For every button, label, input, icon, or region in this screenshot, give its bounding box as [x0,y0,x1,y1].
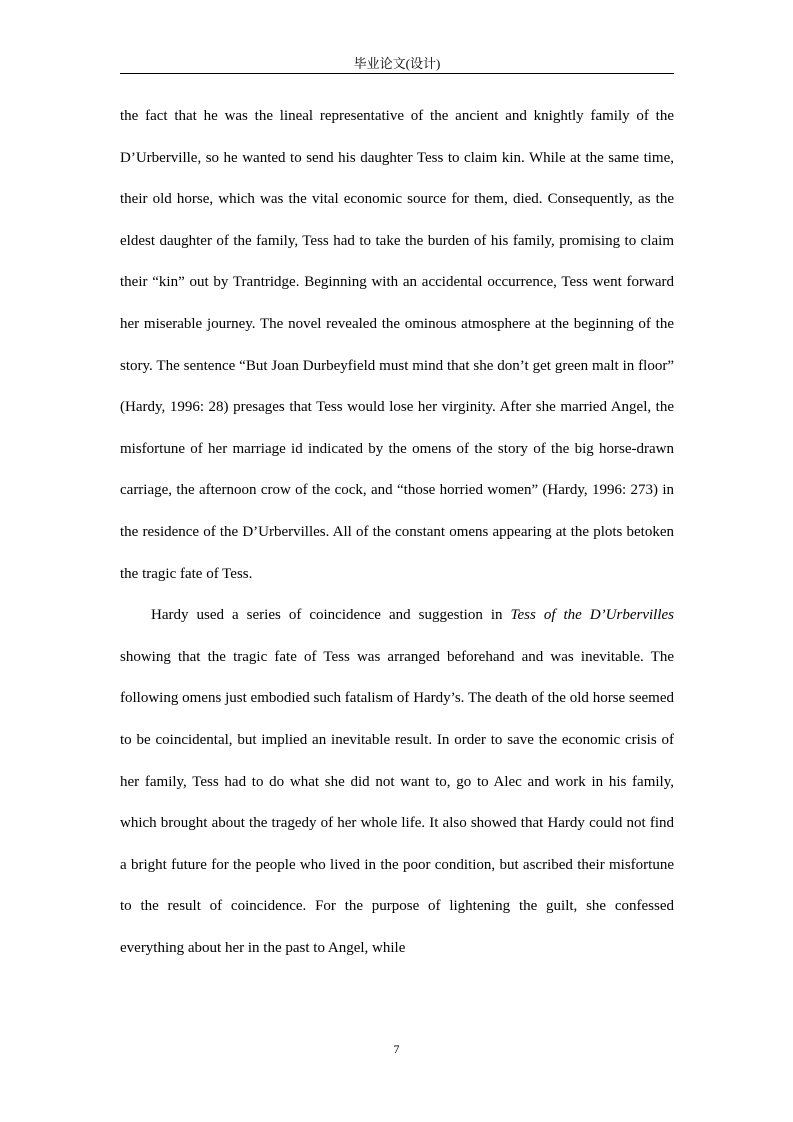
page-number [0,1041,793,1057]
paragraph-omens-text: the fact that he was the lineal representative of the ancient and knightly family of the D’Urberville, so he wanted to send his daughter Tess to claim kin. While at the same time, their old horse, which was the vital economic source for them, died. Consequently, as the eldest daughter of the family, Tess had to take the burden of his family, promising to claim their “kin” out by Trantridge. Beginning with an accidental occurrence, Tess went forward her miserable journey. The novel revealed the ominous atmosphere at the beginning of the story. The sentence “But Joan Durbeyfield must mind that she don’t get green malt in floor” (Hardy, 1996: 28) presages that Tess would lose her virginity. After she married Angel, the misfortune of her marriage id indicated by the omens of the story of the big horse-drawn carriage, the afternoon crow of the cock, and “those horried women” (Hardy, 1996: 273) in the residence of the D’Urbervilles. All of the constant omens appearing at the plots betoken the tragic fate of Tess. [120,108,674,582]
body-text [120,96,674,969]
paragraph-coincidence [120,595,674,969]
running-header-title: 毕业论文(设计) [353,56,441,71]
running-header [120,54,674,74]
page-number-value: 7 [393,1042,400,1056]
paragraph-coincidence-lead: Hardy used a series of coincidence and suggestion in [151,607,511,624]
novel-title-italic: Tess of the D’Urbervilles [510,607,674,624]
header-rule [120,73,674,74]
paragraph-coincidence-rest: showing that the tragic fate of Tess was arranged beforehand and was inevitable. The following omens just embodied such fatalism of Hardy’s. The death of the old horse seemed to be coincidental, but implied an inevitable result. In order to save the economic crisis of her family, Tess had to do what she did not want to, go to Alec and work in his family, which brought about the tragedy of her whole life. It also showed that Hardy could not find a bright future for the people who lived in the poor condition, but ascribed their misfortune to the result of coincidence. For the purpose of lightening the guilt, she confessed everything about her in the past to Angel, while [120,648,674,956]
paragraph-omens [120,96,674,595]
